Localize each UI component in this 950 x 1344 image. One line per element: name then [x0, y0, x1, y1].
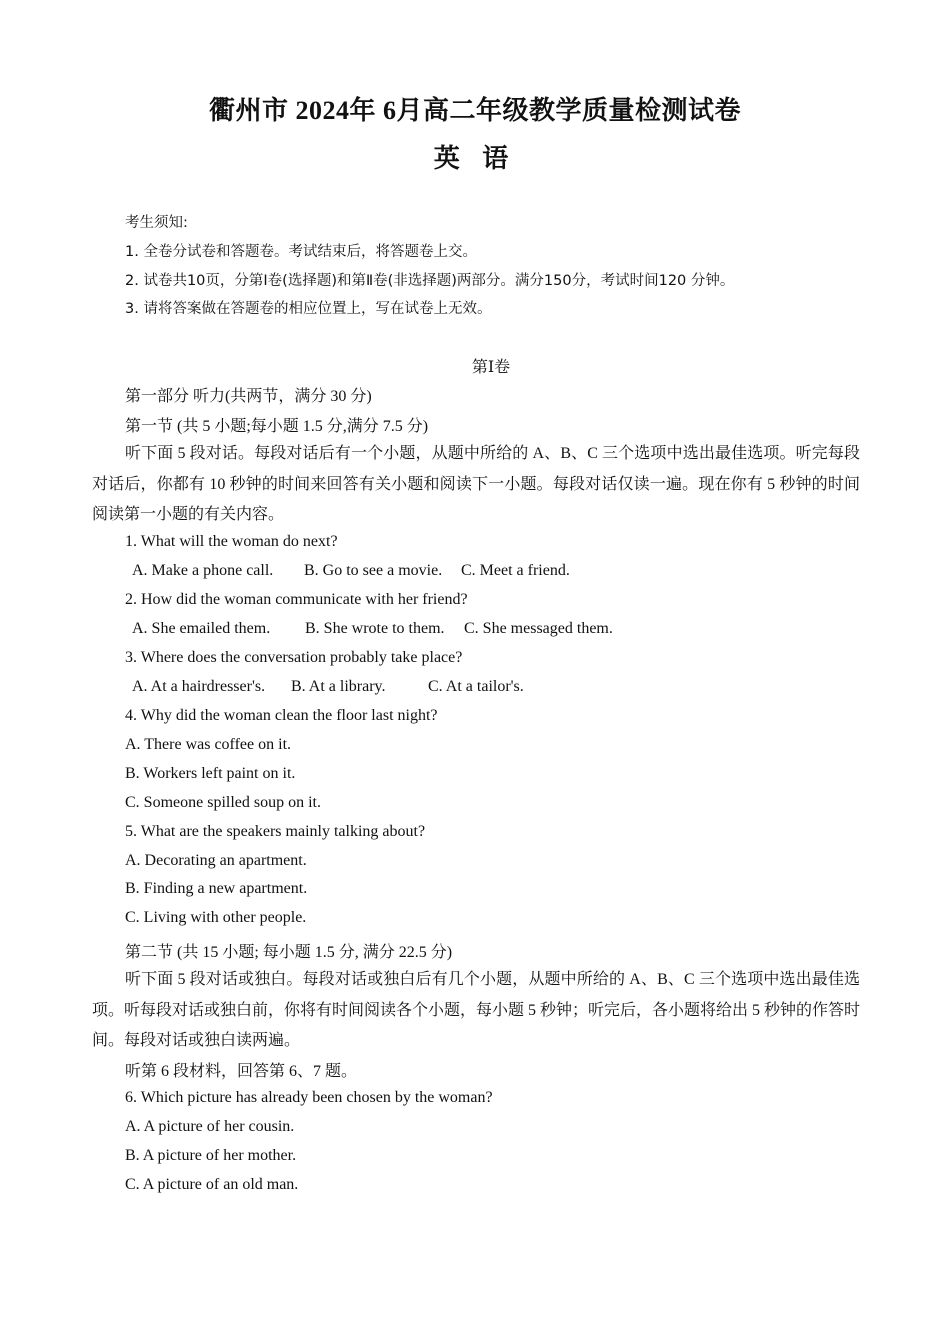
question-5: 5. What are the speakers mainly talking about?	[125, 823, 426, 840]
option-5b: B. Finding a new apartment.	[125, 880, 308, 897]
option-6c: C. A picture of an old man.	[125, 1176, 299, 1193]
question-6: 6. Which picture has already been chosen by the woman?	[125, 1089, 493, 1106]
section2-heading: 第二节 (共 15 小题; 每小题 1.5 分, 满分 22.5 分)	[125, 944, 453, 961]
option-6a: A. A picture of her cousin.	[125, 1118, 295, 1135]
notice-item: 3. 请将答案做在答题卷的相应位置上，写在试卷上无效。	[125, 301, 492, 317]
section2-instructions: 听下面 5 段对话或独白。每段对话或独白后有几个小题，从题中所给的 A、B、C 三个选项中选出最佳选项。听每段对话或独白前，你将有时间阅读各个小题，每小题 5 秒钟；听完后，各小题将给出 5 秒钟的作答时间。每段对话或独白读两遍。	[92, 971, 861, 1049]
option-3a: A. At a hairdresser's.	[132, 678, 266, 695]
option-1a: A. Make a phone call.	[132, 562, 274, 579]
option-1c: C. Meet a friend.	[461, 562, 570, 579]
option-1b: B. Go to see a movie.	[304, 562, 443, 579]
option-6b: B. A picture of her mother.	[125, 1147, 297, 1164]
option-3c: C. At a tailor's.	[428, 678, 524, 695]
option-2b: B. She wrote to them.	[305, 620, 445, 637]
option-5c: C. Living with other people.	[125, 909, 307, 926]
part1-heading: 第一部分 听力(共两节，满分 30 分)	[125, 388, 372, 405]
option-2a: A. She emailed them.	[132, 620, 271, 637]
option-5a: A. Decorating an apartment.	[125, 852, 307, 869]
exam-title: 衢州市 2024年 6月高二年级教学质量检测试卷	[208, 96, 741, 125]
notice-item: 2. 试卷共10页，分第Ⅰ卷(选择题)和第Ⅱ卷(非选择题)两部分。满分150分，考试时间120 分钟。	[125, 273, 735, 289]
question-4: 4. Why did the woman clean the floor last night?	[125, 707, 438, 724]
notice-item: 1. 全卷分试卷和答题卷。考试结束后，将答题卷上交。	[125, 244, 477, 260]
option-3b: B. At a library.	[291, 678, 386, 695]
option-4c: C. Someone spilled soup on it.	[125, 794, 321, 811]
volume-heading: 第Ⅰ卷	[471, 359, 511, 376]
question-2: 2. How did the woman communicate with her friend?	[125, 591, 468, 608]
option-4b: B. Workers left paint on it.	[125, 765, 296, 782]
notice-heading: 考生须知:	[125, 215, 188, 231]
material-instruction: 听第 6 段材料，回答第 6、7 题。	[125, 1063, 358, 1080]
section1-heading: 第一节 (共 5 小题;每小题 1.5 分,满分 7.5 分)	[125, 418, 429, 435]
option-2c: C. She messaged them.	[464, 620, 613, 637]
question-1: 1. What will the woman do next?	[125, 533, 338, 550]
subject-title: 英 语	[433, 144, 517, 173]
question-3: 3. Where does the conversation probably take place?	[125, 649, 463, 666]
section1-instructions: 听下面 5 段对话。每段对话后有一个小题，从题中所给的 A、B、C 三个选项中选出最佳选项。听完每段对话后，你都有 10 秒钟的时间来回答有关小题和阅读下一小题。每段对话仅读一遍。现在你有 5 秒钟的时间阅读第一小题的有关内容。	[92, 445, 860, 523]
option-4a: A. There was coffee on it.	[125, 736, 292, 753]
